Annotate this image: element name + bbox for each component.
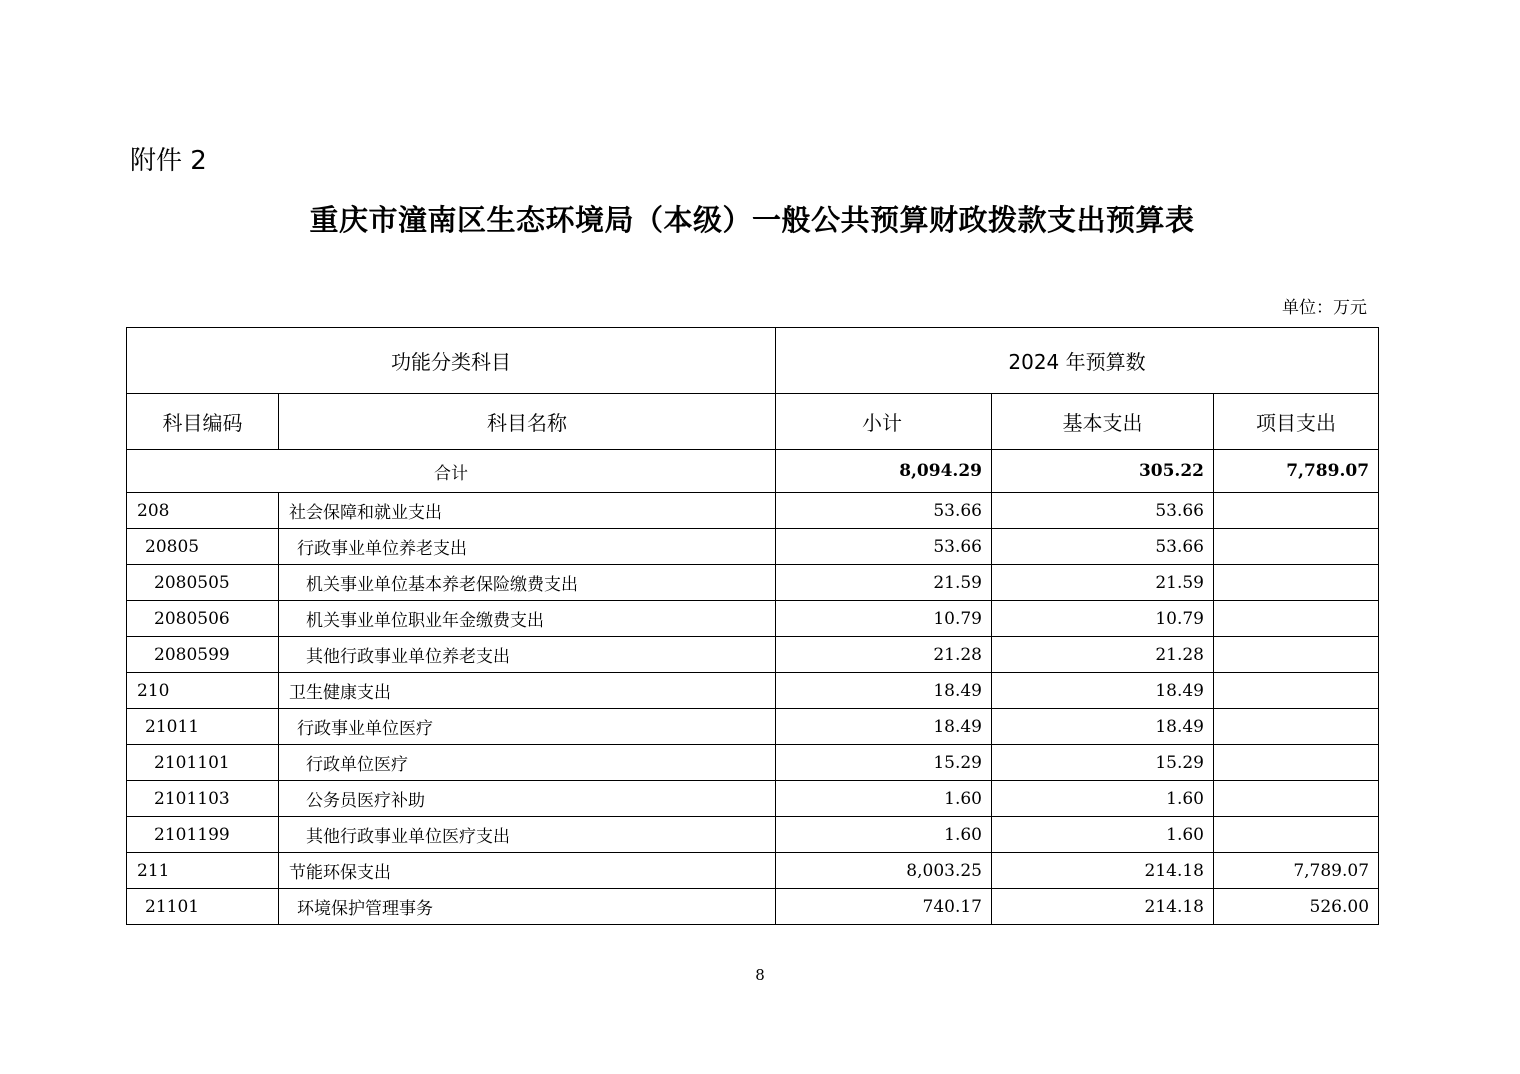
row-subtotal: 21.59: [776, 565, 992, 601]
total-row: [127, 450, 1379, 493]
row-code: 21101: [127, 889, 279, 925]
row-code: 211: [127, 853, 279, 889]
total-label: 合计: [127, 450, 776, 493]
row-project: [1214, 565, 1379, 601]
table-row: [127, 853, 1379, 889]
row-subtotal: 8,003.25: [776, 853, 992, 889]
header-code: 科目编码: [127, 394, 279, 450]
row-basic: 21.28: [992, 637, 1214, 673]
table-row: [127, 709, 1379, 745]
total-subtotal: 8,094.29: [776, 450, 992, 493]
row-basic: 18.49: [992, 673, 1214, 709]
row-name: 公务员医疗补助: [279, 781, 776, 817]
table-row: [127, 565, 1379, 601]
row-project: [1214, 817, 1379, 853]
row-subtotal: 18.49: [776, 673, 992, 709]
row-basic: 1.60: [992, 817, 1214, 853]
row-basic: 21.59: [992, 565, 1214, 601]
row-name: 行政事业单位养老支出: [279, 529, 776, 565]
row-project: [1214, 781, 1379, 817]
row-project: 7,789.07: [1214, 853, 1379, 889]
row-code: 2080505: [127, 565, 279, 601]
row-code: 2080599: [127, 637, 279, 673]
row-basic: 214.18: [992, 889, 1214, 925]
row-basic: 53.66: [992, 493, 1214, 529]
header-project: 项目支出: [1214, 394, 1379, 450]
attachment-label: 附件 2: [130, 146, 207, 176]
table-row: [127, 889, 1379, 925]
row-project: [1214, 493, 1379, 529]
row-basic: 53.66: [992, 529, 1214, 565]
row-basic: 15.29: [992, 745, 1214, 781]
document-title: 重庆市潼南区生态环境局（本级）一般公共预算财政拨款支出预算表: [309, 203, 1195, 237]
row-project: [1214, 745, 1379, 781]
row-subtotal: 15.29: [776, 745, 992, 781]
row-project: [1214, 709, 1379, 745]
row-code: 21011: [127, 709, 279, 745]
row-subtotal: 10.79: [776, 601, 992, 637]
row-basic: 1.60: [992, 781, 1214, 817]
row-name: 其他行政事业单位养老支出: [279, 637, 776, 673]
row-subtotal: 740.17: [776, 889, 992, 925]
header-row-group: [127, 328, 1379, 394]
row-code: 210: [127, 673, 279, 709]
row-project: 526.00: [1214, 889, 1379, 925]
header-budget-2024: 2024 年预算数: [776, 328, 1379, 394]
table-row: [127, 637, 1379, 673]
header-subtotal: 小计: [776, 394, 992, 450]
row-name: 社会保障和就业支出: [279, 493, 776, 529]
header-name: 科目名称: [279, 394, 776, 450]
table-row: [127, 745, 1379, 781]
total-project: 7,789.07: [1214, 450, 1379, 493]
row-code: 2101103: [127, 781, 279, 817]
row-code: 2101199: [127, 817, 279, 853]
header-row-columns: [127, 394, 1379, 450]
row-project: [1214, 601, 1379, 637]
row-code: 208: [127, 493, 279, 529]
row-name: 行政事业单位医疗: [279, 709, 776, 745]
total-basic: 305.22: [992, 450, 1214, 493]
row-code: 20805: [127, 529, 279, 565]
row-code: 2080506: [127, 601, 279, 637]
table-row: [127, 529, 1379, 565]
row-subtotal: 53.66: [776, 493, 992, 529]
row-subtotal: 1.60: [776, 817, 992, 853]
row-code: 2101101: [127, 745, 279, 781]
row-name: 卫生健康支出: [279, 673, 776, 709]
table-row: [127, 781, 1379, 817]
row-basic: 18.49: [992, 709, 1214, 745]
row-name: 行政单位医疗: [279, 745, 776, 781]
row-name: 机关事业单位职业年金缴费支出: [279, 601, 776, 637]
row-basic: 10.79: [992, 601, 1214, 637]
row-basic: 214.18: [992, 853, 1214, 889]
row-project: [1214, 637, 1379, 673]
header-function-classification: 功能分类科目: [127, 328, 776, 394]
budget-table: [126, 327, 1379, 925]
table-row: [127, 493, 1379, 529]
row-subtotal: 53.66: [776, 529, 992, 565]
row-subtotal: 18.49: [776, 709, 992, 745]
row-name: 节能环保支出: [279, 853, 776, 889]
page-number: 8: [755, 966, 765, 984]
row-subtotal: 21.28: [776, 637, 992, 673]
row-name: 机关事业单位基本养老保险缴费支出: [279, 565, 776, 601]
table-row: [127, 673, 1379, 709]
unit-label: 单位：万元: [1282, 298, 1367, 318]
row-project: [1214, 529, 1379, 565]
header-basic: 基本支出: [992, 394, 1214, 450]
row-name: 环境保护管理事务: [279, 889, 776, 925]
table-row: [127, 601, 1379, 637]
row-name: 其他行政事业单位医疗支出: [279, 817, 776, 853]
row-subtotal: 1.60: [776, 781, 992, 817]
row-project: [1214, 673, 1379, 709]
table-row: [127, 817, 1379, 853]
